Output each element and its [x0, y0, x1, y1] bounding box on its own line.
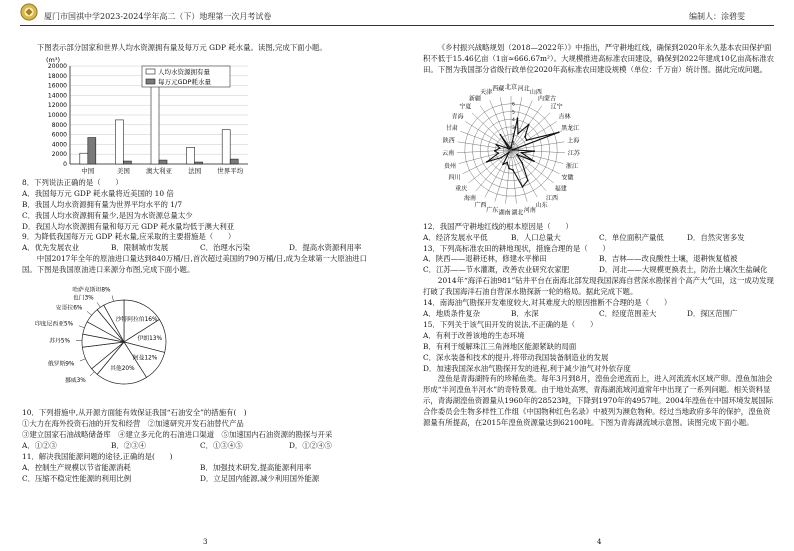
q10-items-2: ③建立国家石油战略储备库 ④建立多元化的石油进口渠道 ⑤加速国内石油资源的勘探与开采: [22, 429, 333, 439]
page-header: [0, 0, 794, 30]
page-number-right: 4: [597, 538, 602, 546]
pie-leader-line: [80, 359, 86, 361]
radar-point-广西: [502, 163, 504, 165]
q13-option-d[interactable]: D．河北——大规模更换表土，防治土壤次生盐碱化: [599, 265, 768, 275]
pie-label-阿曼: 阿曼12%: [132, 355, 158, 362]
q10-stem: 10．下列措施中,从开源方面能有效保证我国“石油安全”的措施有( ): [22, 408, 247, 418]
pie-label-其他: 其他20%: [110, 366, 135, 373]
radar-point-河北: [517, 117, 519, 119]
q9-option-c[interactable]: C．治理水污染: [200, 243, 250, 253]
radar-ring-label: 5: [512, 110, 515, 116]
intro-q10: 中国2017年全年的原油进口量达到840万桶/日,首次超过美国的790万桶/日,成为全球第一大原油进口国。下图是我国原油进口来源分布图,完成下面小题。: [22, 254, 367, 275]
q11-stem: 11．解决我国能源问题的途径,正确的是( ): [22, 451, 173, 461]
radar-spoke: [511, 150, 546, 191]
header-divider: [20, 25, 774, 26]
radar-point-山西: [517, 133, 519, 135]
exam-title: 厦门市国祺中学2023-2024学年高二（下）地理第一次月考试卷: [44, 12, 272, 21]
radar-point-湖北: [512, 169, 514, 171]
oil-import-pie-chart: [24, 276, 194, 404]
pie-label-哈萨克斯坦: 哈萨克斯坦8%: [72, 287, 111, 294]
y-tick-label: 12000: [47, 102, 67, 110]
bar-美国-gdp: [123, 161, 131, 164]
radar-label-浙江: 浙江: [565, 162, 578, 170]
y-tick-label: 2000: [51, 151, 67, 159]
pie-label-印度尼西亚: 印度尼西亚5%: [35, 321, 74, 328]
radar-label-内蒙古: 内蒙古: [537, 95, 556, 103]
radar-label-天津: 天津: [480, 88, 493, 96]
pie-leader-line: [79, 326, 85, 328]
radar-point-山东: [527, 179, 529, 181]
pie-label-安哥拉: 安哥拉6%: [55, 305, 83, 312]
y-tick-label: 18000: [47, 72, 67, 80]
q10-items-1: ①大力在海外投资石油的开发和经营 ②加速研究开发石油替代产品: [22, 418, 244, 428]
radar-label-西藏: 西藏: [492, 85, 505, 93]
q14-option-b[interactable]: B．水深: [511, 308, 539, 318]
radar-ring-label: 6: [512, 102, 515, 108]
radar-point-甘肃: [496, 143, 498, 145]
q11-option-c[interactable]: C．压缩不稳定性能源的利用比例: [22, 473, 132, 483]
radar-label-北京: 北京: [504, 83, 518, 91]
legend-label-per-capita: 人均水资源拥有量: [158, 67, 210, 76]
right-column: [423, 30, 775, 535]
pie-leader-line: [87, 311, 92, 315]
radar-label-河南: 河南: [523, 206, 536, 214]
q10-option-b[interactable]: B．②③④: [111, 440, 146, 450]
radar-label-辽宁: 辽宁: [550, 103, 563, 111]
x-tick-label: 中国: [81, 166, 95, 175]
y-tick-label: 10000: [47, 111, 67, 119]
q15-option-c[interactable]: C．深水装备和技术的提升,将带动我国装备制造业的发展: [423, 352, 609, 362]
radar-label-四川: 四川: [448, 174, 461, 182]
q11-options-ab: [22, 463, 378, 474]
radar-point-内蒙古: [528, 124, 530, 126]
radar-point-辽宁: [524, 136, 526, 138]
radar-label-云南: 云南: [442, 149, 455, 157]
pie-label-俄罗斯: 俄罗斯9%: [47, 361, 75, 368]
radar-point-浙江: [521, 152, 523, 154]
q15-option-d[interactable]: D．加速我国深水油气勘探开发的进程,利于减少油气对外依存度: [423, 363, 631, 373]
radar-spoke: [458, 142, 511, 150]
radar-ring-label: 4: [512, 117, 515, 123]
bar-澳大利亚-gdp: [159, 160, 167, 164]
q13-option-a[interactable]: A．陕西——退耕还林，修建水平梯田: [423, 254, 547, 264]
bar-美国-per-capita: [115, 120, 123, 164]
radar-point-江西: [521, 162, 523, 164]
y-tick-label: 8000: [51, 121, 67, 129]
page-number-left: 3: [203, 538, 208, 546]
q12-option-c[interactable]: C．单位面积产量低: [599, 232, 664, 242]
x-tick-label: 美国: [116, 166, 130, 175]
q10-option-c[interactable]: C．①③④⑤: [200, 440, 243, 450]
radar-label-广西: 广西: [474, 201, 487, 209]
q13-option-c[interactable]: C．江苏——节水灌溉，改善农业研究农家肥: [423, 265, 570, 275]
q12-options: [423, 233, 775, 244]
radar-point-吉林: [526, 139, 528, 141]
q9-stem: 9．为降低我国每万元 GDP 耗水量,应采取的主要措施是（ ）: [22, 232, 236, 242]
radar-point-宁夏: [507, 146, 509, 148]
radar-label-甘肃: 甘肃: [445, 124, 458, 132]
radar-label-安徽: 安徽: [561, 174, 574, 182]
legend-swatch-gdp: [146, 79, 155, 84]
radar-point-湖南: [508, 167, 510, 169]
q11-options-cd: [22, 474, 378, 485]
bar-法国-per-capita: [187, 147, 195, 164]
y-tick-label: 16000: [47, 82, 67, 90]
left-column: [22, 30, 378, 535]
q12-option-a[interactable]: A．经济发展水平低: [423, 232, 488, 242]
bar-中国-per-capita: [80, 153, 88, 164]
intro-q8: 下图表示部分国家和世界人均水资源拥有量及每万元 GDP 耗水量。读图,完成下面小题。: [36, 43, 327, 52]
editor-name: 编制人：涂碧雯: [689, 12, 745, 21]
q13-options-cd: [423, 265, 775, 276]
radar-point-福建: [516, 154, 518, 156]
radar-label-吉林: 吉林: [558, 113, 571, 121]
pie-label-挪威: 挪威3%: [65, 378, 86, 385]
q8-option-d[interactable]: D．我国人均水资源拥有量和每万元 GDP 耗水量均低于澳大利亚: [22, 221, 235, 231]
radar-spoke: [511, 150, 559, 174]
q12-option-d[interactable]: D．自然灾害多发: [687, 232, 745, 242]
radar-ring-label: 3: [512, 125, 515, 131]
q12-stem: 12．我国严守耕地红线的根本原因是（ ）: [423, 221, 573, 231]
y-tick-label: 6000: [51, 131, 67, 139]
pie-leader-line: [112, 296, 113, 302]
q9-options: [22, 243, 378, 254]
radar-series-line: [487, 118, 559, 187]
bar-世界平均-gdp: [230, 159, 238, 164]
radar-point-广东: [506, 161, 508, 163]
q14-option-d[interactable]: D．探区范围广: [687, 308, 738, 318]
q15-stem: 15．下列关于该气田开发的说法,不正确的是（ ）: [423, 319, 598, 329]
radar-label-河北: 河北: [517, 85, 530, 93]
radar-label-青海: 青海: [451, 113, 464, 121]
radar-label-湖南: 湖南: [498, 209, 511, 217]
radar-spoke: [476, 150, 511, 191]
radar-point-上海: [512, 149, 514, 151]
intro-q12: 《乡村振兴战略规划（2018—2022年）》中指出，严守耕地红线，确保到2020年永久基本农田保护面积不低于15.46亿亩（1亩≈666.67m²）。大规模推进高标准农田建设，确保到2022年建成10亿亩高标准农田。下图为我国部分省级行政单位2020年高标准农田建设规模（单位：千万亩）统计图。据此完成问题。: [423, 43, 775, 74]
q8-option-c[interactable]: C．我国人均水资源拥有量少,是因为水资源总量太少: [22, 210, 193, 220]
q14-options: [423, 309, 775, 320]
q10-option-a[interactable]: A．①②③: [22, 440, 57, 450]
intro-qinghai-lake: 湟鱼是青海湖特有的珍稀鱼类。每年3月到8月，湟鱼会逆流而上，进入河流流水区域产卵。湟鱼加油会形成“半河湟鱼半河水”的奇特景观。由于地处高寒，青海湖流域河道常年中出现了一系列问题。相关资料显示，青海湖湟鱼资源量从1960年的28523吨，下降到1970年的4957吨。2004年湟鱼在中国环境发展国际合作委员会生物多样性工作组《中国物种红色名录》中被列为濒危物种。经过当地政府多年的保护，湟鱼资源量有所提高，在2015年湟鱼资源量达到62100吨。下图为青海湖流域示意图。读图完成下面小题。: [423, 374, 774, 428]
q10-option-d[interactable]: D．①②④⑤: [289, 440, 332, 450]
radar-label-海南: 海南: [463, 194, 476, 202]
q11-option-d[interactable]: D．立足国内能源,减少利用国外能源: [200, 473, 320, 483]
intro-q14: 2014年“海洋石油981”钻井平台在南海北部发现我国深海自营深水勘探首个高产大气田，这一成功发现打破了我国海洋石油自营深水勘探新一轮的格局。据此完成下题。: [423, 276, 774, 297]
radar-label-福建: 福建: [554, 185, 567, 193]
q8-option-a[interactable]: A．我国每万元 GDP 耗水量将近美国的 10 倍: [22, 188, 174, 198]
q10-options: [22, 441, 378, 452]
radar-label-新疆: 新疆: [469, 95, 482, 103]
bar-中国-gdp: [88, 137, 96, 163]
radar-label-重庆: 重庆: [455, 185, 468, 193]
radar-point-云南: [494, 150, 496, 152]
radar-point-海南: [508, 151, 510, 153]
radar-label-黑龙江: 黑龙江: [561, 124, 580, 132]
radar-point-陕西: [499, 147, 501, 149]
q13-stem: 13．下列高标准农田的耕地现状，措施合理的是（ ）: [423, 243, 610, 253]
q9-option-d[interactable]: D．提高水资源利用率: [289, 243, 362, 253]
pie-label-苏丹: 苏丹5%: [49, 338, 71, 345]
radar-ring-label: 1: [512, 141, 515, 147]
pie-leader-line: [97, 302, 100, 307]
q8-option-b[interactable]: B．我国人均水资源拥有量为世界平均水平的 1/7: [22, 199, 183, 209]
x-tick-label: 法国: [188, 166, 202, 175]
radar-label-宁夏: 宁夏: [459, 103, 472, 111]
radar-point-黑龙江: [558, 131, 560, 133]
pie-label-伊朗: 伊朗13%: [137, 335, 162, 342]
radar-point-江苏: [533, 150, 535, 152]
y-tick-label: 4000: [51, 141, 67, 149]
radar-label-上海: 上海: [567, 137, 580, 145]
water-bar-chart: [26, 54, 252, 178]
radar-label-陕西: 陕西: [442, 137, 455, 145]
q15-option-b[interactable]: B．有利于缓解珠江三角洲地区能源紧缺的局面: [423, 341, 577, 351]
legend-label-gdp: 每万元GDP耗水量: [158, 77, 211, 86]
farmland-radar-chart: [423, 76, 775, 222]
legend-swatch-per-capita: [146, 69, 155, 74]
y-tick-label: 14000: [47, 92, 67, 100]
q14-stem: 14．南海油气勘探开发难度较大,对其难度大的原因推断不合理的是（ ）: [423, 298, 672, 308]
radar-label-湖北: 湖北: [511, 209, 524, 217]
radar-point-河南: [522, 186, 524, 188]
q11-option-b[interactable]: B．加强技术研发,提高能源利用率: [200, 462, 312, 472]
y-unit-label: (m³): [46, 55, 61, 64]
radar-point-四川: [486, 161, 488, 163]
bar-世界平均-per-capita: [222, 130, 230, 164]
q13-option-b[interactable]: B．吉林——改良酸性土壤，退耕恢复植被: [599, 254, 738, 264]
x-tick-label: 世界平均: [217, 166, 244, 175]
pie-label-也门: 也门3%: [72, 295, 94, 302]
q9-option-b[interactable]: B．限制城市发展: [111, 243, 169, 253]
q11-option-a[interactable]: A．控制生产规模以节省能源消耗: [22, 462, 131, 472]
q9-option-a[interactable]: A．优先发展农业: [22, 243, 80, 253]
radar-ring-label: 2: [512, 133, 515, 139]
radar-point-重庆: [500, 156, 502, 158]
radar-label-山东: 山东: [535, 201, 548, 209]
bar-法国-gdp: [195, 162, 203, 164]
school-logo-icon: [20, 3, 38, 21]
y-tick-label: 20000: [47, 62, 67, 70]
q14-option-a[interactable]: A．地质条件复杂: [423, 308, 481, 318]
radar-label-江苏: 江苏: [567, 149, 580, 157]
radar-spoke: [511, 142, 564, 150]
radar-spoke: [457, 150, 511, 153]
radar-label-山西: 山西: [529, 88, 542, 96]
radar-point-西藏: [510, 147, 512, 149]
q8-stem: 8．下列说法正确的是（ ）: [22, 177, 123, 187]
y-tick-label: 0: [63, 160, 67, 168]
pie-label-沙特阿拉伯: 沙特阿拉伯16%: [115, 317, 158, 324]
radar-label-贵州: 贵州: [444, 162, 457, 170]
q14-option-c[interactable]: C．经度范围差大: [599, 308, 657, 318]
radar-point-新疆: [500, 134, 502, 136]
radar-label-广东: 广东: [486, 206, 499, 214]
q15-option-a[interactable]: A．有利于改善该地的生态环境: [423, 330, 525, 340]
pie-leader-line: [90, 372, 94, 376]
q12-option-b[interactable]: B．人口总量大: [511, 232, 561, 242]
radar-point-安徽: [533, 160, 535, 162]
radar-point-贵州: [497, 152, 499, 154]
q13-options-ab: [423, 254, 775, 265]
x-tick-label: 澳大利亚: [146, 166, 172, 175]
radar-label-江西: 江西: [546, 194, 559, 202]
radar-spoke: [472, 113, 511, 150]
